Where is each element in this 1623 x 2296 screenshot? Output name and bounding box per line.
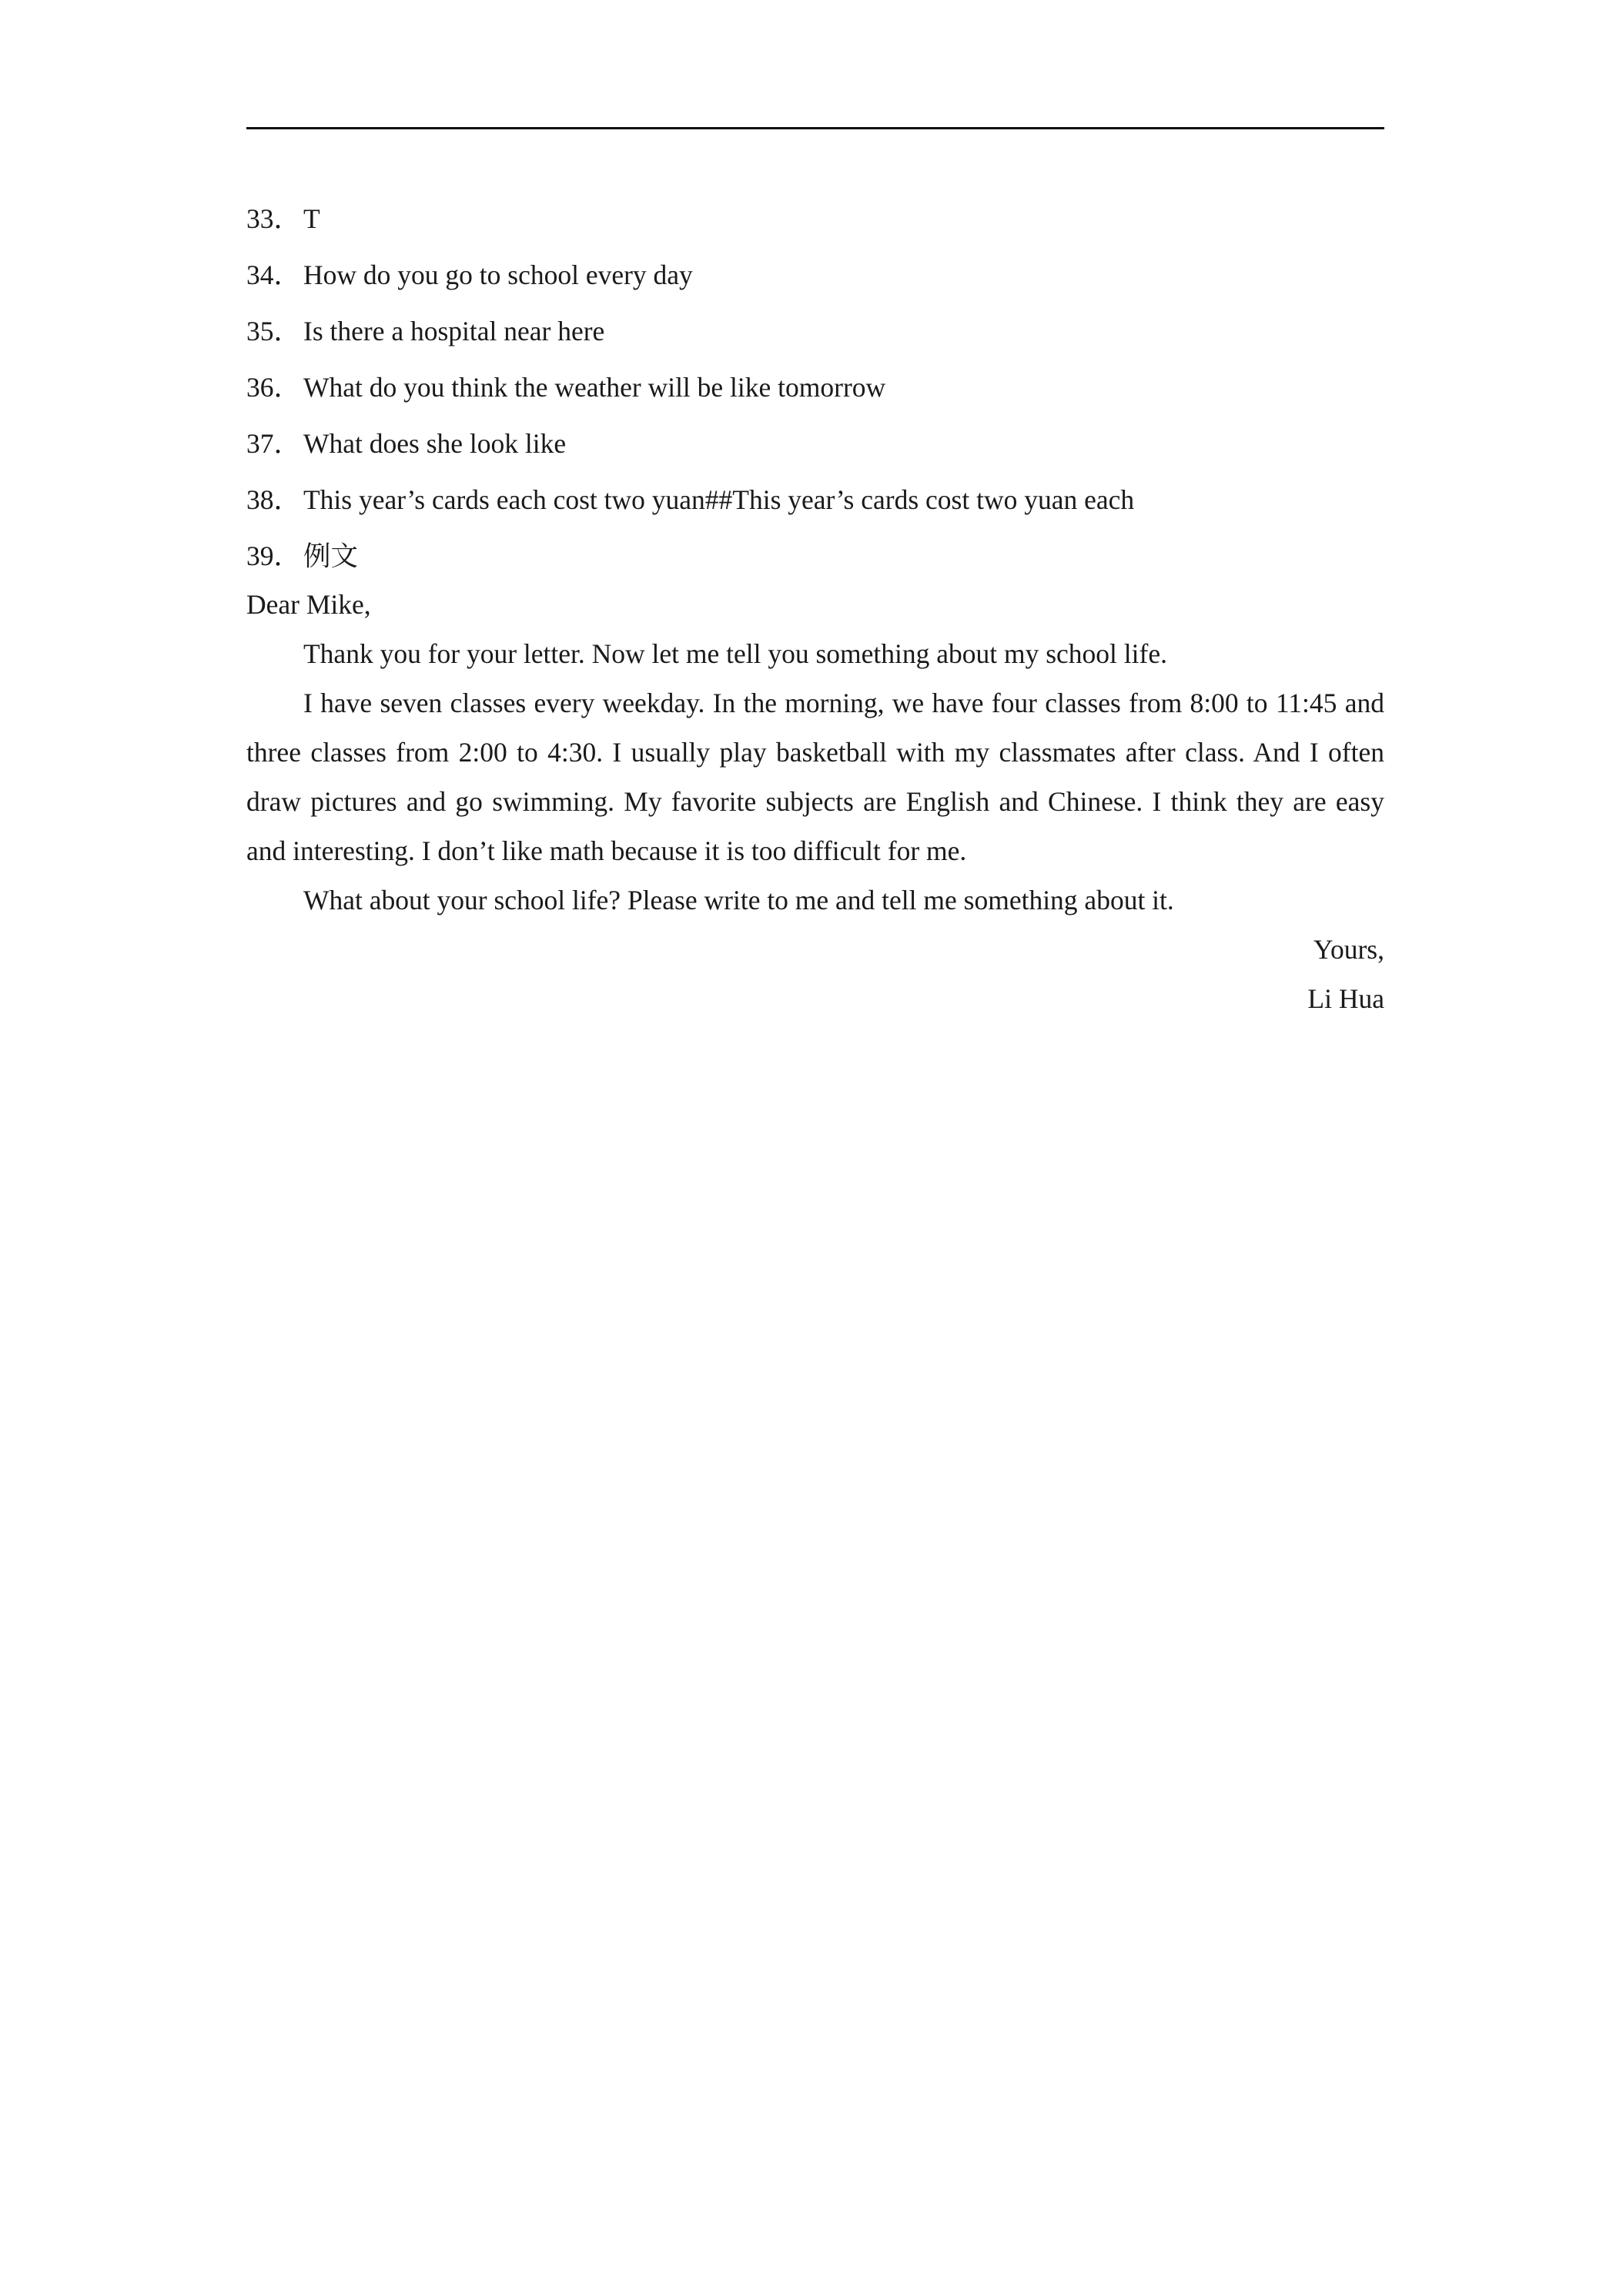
answer-number: 36． bbox=[246, 372, 302, 403]
essay-paragraph: What about your school life? Please write to me and tell me something about it. bbox=[303, 885, 1174, 915]
answer-item-35 bbox=[246, 306, 1384, 363]
answer-number: 33． bbox=[246, 203, 302, 234]
answer-text: This year’s cards each cost two yuan##This year’s cards cost two yuan each bbox=[303, 484, 1135, 515]
header-rule bbox=[246, 127, 1384, 129]
answer-item-38 bbox=[246, 475, 1384, 531]
answer-key-content bbox=[246, 194, 1384, 1023]
answer-number: 34． bbox=[246, 259, 302, 290]
essay-closing: Yours, bbox=[1313, 934, 1384, 965]
answer-text: 例文 bbox=[303, 541, 359, 571]
answer-text: What does she look like bbox=[303, 428, 567, 459]
answer-item-37 bbox=[246, 419, 1384, 475]
answer-number: 38． bbox=[246, 484, 302, 515]
answer-list bbox=[246, 194, 1384, 587]
essay-paragraph: I have seven classes every weekday. In the morning, we have four classes from 8:00 to 11:45 and three classes from 2:00 to 4:30. I usually play basketball with my classmates after class. And I often draw pictures and go swimming. My favorite subjects are English and Chinese. I think they are easy and interesting. I don’t like math because it is too difficult for me. bbox=[246, 688, 1384, 866]
answer-number: 37． bbox=[246, 428, 302, 459]
sample-essay bbox=[246, 580, 1384, 1023]
answer-text: T bbox=[303, 203, 320, 234]
answer-number: 35． bbox=[246, 316, 302, 346]
answer-item-34 bbox=[246, 250, 1384, 306]
answer-text: How do you go to school every day bbox=[303, 259, 693, 290]
answer-number: 39． bbox=[246, 541, 302, 571]
essay-signature: Li Hua bbox=[1307, 983, 1384, 1014]
essay-salutation: Dear Mike, bbox=[246, 589, 371, 620]
answer-text: What do you think the weather will be like tomorrow bbox=[303, 372, 886, 403]
answer-item-33 bbox=[246, 194, 1384, 250]
essay-paragraph: Thank you for your letter. Now let me tell you something about my school life. bbox=[303, 638, 1167, 669]
answer-text: Is there a hospital near here bbox=[303, 316, 605, 346]
answer-item-36 bbox=[246, 363, 1384, 419]
